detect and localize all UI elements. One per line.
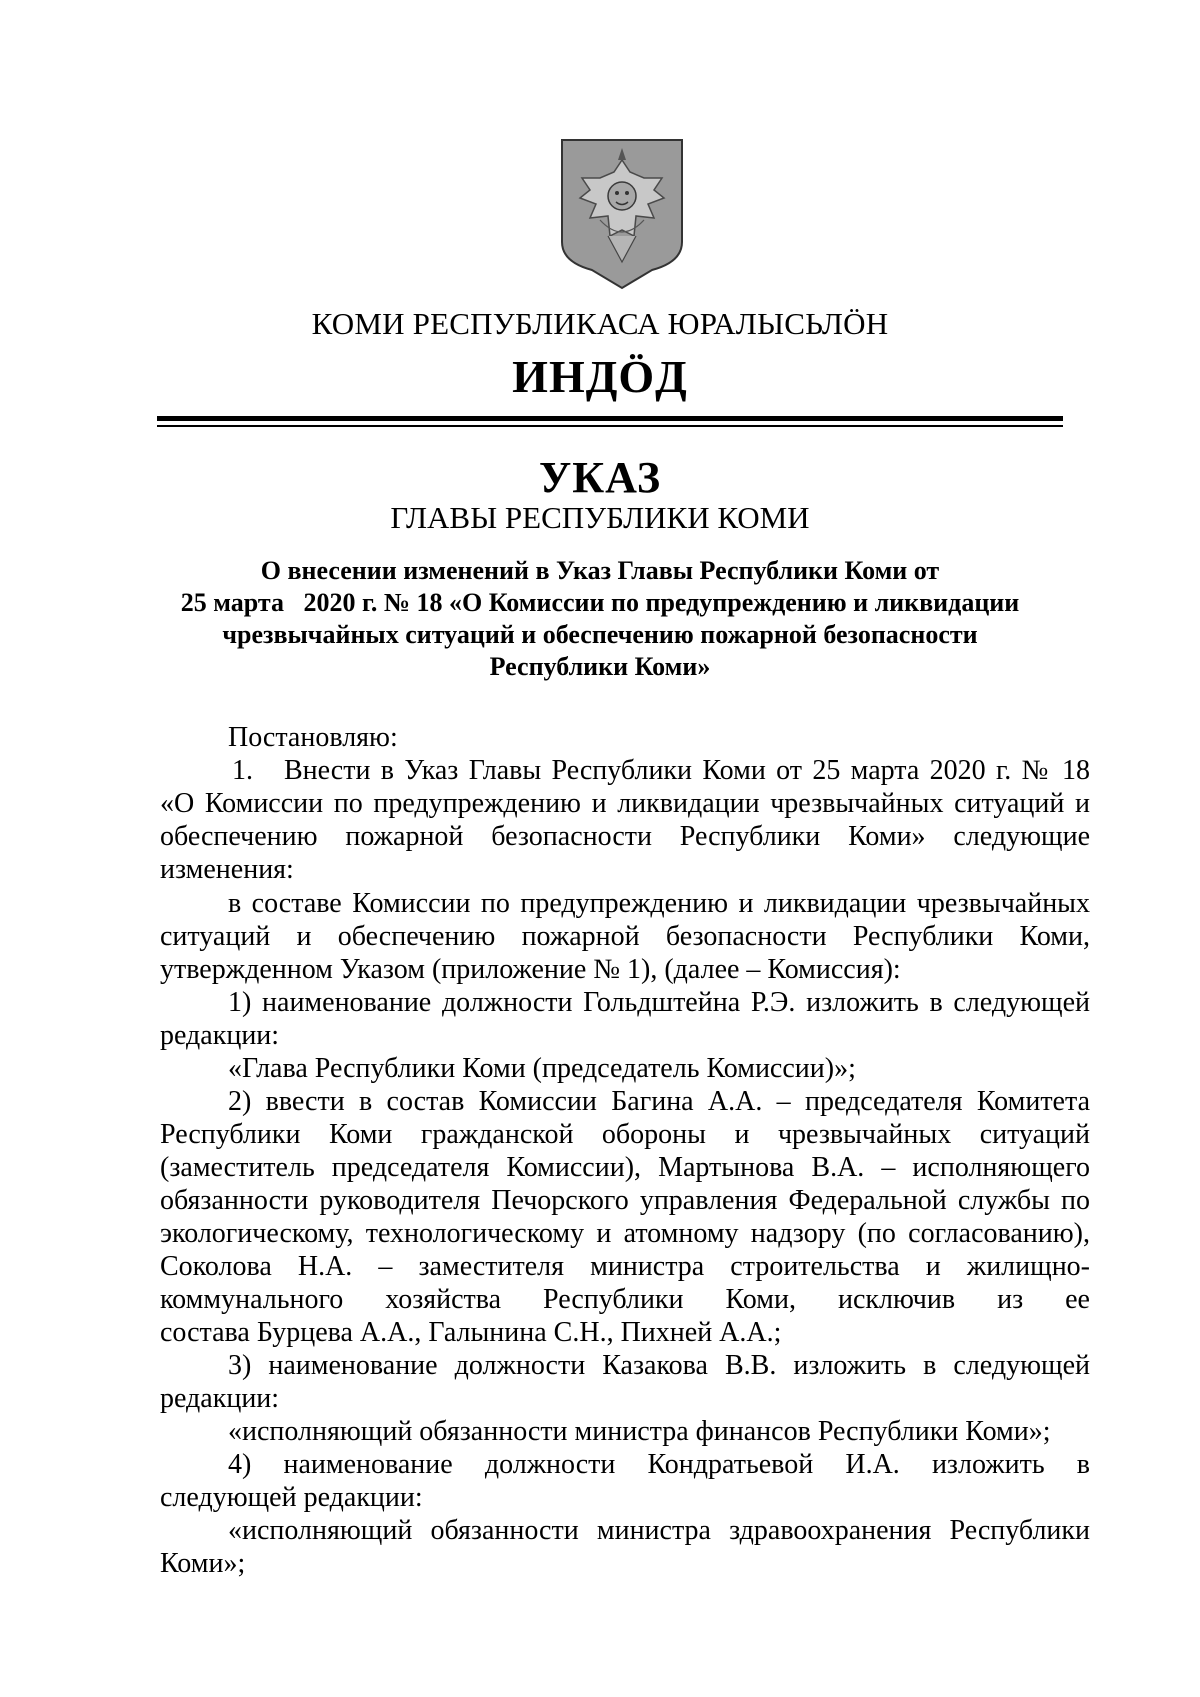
header-divider-thin (157, 425, 1063, 427)
subitem1-quote: «Глава Республики Коми (председатель Комиссии)»; (228, 1053, 856, 1084)
subitem2-line: Республики Коми гражданской обороны и чрезвычайных ситуаций (160, 1119, 1090, 1150)
item1-line: изменения: (160, 854, 294, 885)
composition-line: в составе Комиссии по предупреждению и ликвидации чрезвычайных (228, 888, 1090, 919)
header-doc-type-ru: УКАЗ (538, 453, 662, 502)
subitem4-line: следующей редакции: (160, 1482, 423, 1513)
subitem3-line: редакции: (160, 1383, 280, 1414)
header-issuer: ГЛАВЫ РЕСПУБЛИКИ КОМИ (390, 500, 810, 535)
subitem2-line: Соколова Н.А. – заместителя министра строительства и жилищно- (160, 1251, 1090, 1282)
subitem2-line: обязанности руководителя Печорского управления Федеральной службы по (160, 1185, 1090, 1216)
subitem2-line: 2) ввести в состав Комиссии Багина А.А. – председателя Комитета (228, 1086, 1090, 1117)
coat-of-arms-emblem (560, 138, 684, 290)
subitem4-line: 4) наименование должности Кондратьевой И.А. изложить в (228, 1449, 1090, 1480)
title-line: 25 марта 2020 г. № 18 «О Комиссии по предупреждению и ликвидации (180, 588, 1020, 617)
subitem2-line: экологическому, технологическому и атомному надзору (по согласованию), (160, 1218, 1090, 1249)
header-doc-type-komi: ИНДӦД (512, 351, 688, 402)
subitem4-quote: «исполняющий обязанности министра здравоохранения Республики (228, 1515, 1090, 1546)
subitem2-line: (заместитель председателя Комиссии), Мартынова В.А. – исполняющего (160, 1152, 1090, 1183)
subitem3-line: 3) наименование должности Казакова В.В. изложить в следующей (228, 1350, 1090, 1381)
title-line: О внесении изменений в Указ Главы Республики Коми от (260, 556, 940, 585)
subitem2-line: состава Бурцева А.А., Галынина С.Н., Пихней А.А.; (160, 1317, 782, 1348)
composition-line: ситуаций и обеспечению пожарной безопасности Республики Коми, (160, 921, 1090, 952)
item1-line: обеспечению пожарной безопасности Республики Коми» следующие (160, 821, 1090, 852)
composition-line: утвержденном Указом (приложение № 1), (далее – Комиссия): (160, 954, 901, 985)
subitem4-quote: Коми»; (160, 1548, 246, 1579)
item1-line: «О Комиссии по предупреждению и ликвидации чрезвычайных ситуаций и (160, 788, 1090, 819)
title-line: Республики Коми» (489, 652, 711, 681)
item1-line: Внести в Указ Главы Республики Коми от 25 марта 2020 г. № 18 (284, 755, 1090, 786)
header-org-line: КОМИ РЕСПУБЛИКАСА ЮРАЛЫСЬЛӦН (311, 306, 889, 341)
preamble: Постановляю: (228, 722, 398, 753)
title-line: чрезвычайных ситуаций и обеспечению пожарной безопасности (222, 620, 978, 649)
subitem2-line: коммунального хозяйства Республики Коми, исключив из ее (160, 1284, 1090, 1315)
subitem1-line: редакции: (160, 1020, 280, 1051)
subitem3-quote: «исполняющий обязанности министра финансов Республики Коми»; (228, 1416, 1051, 1447)
item-number: 1. (232, 755, 253, 786)
header-divider-thick (157, 416, 1063, 421)
subitem1-line: 1) наименование должности Гольдштейна Р.Э. изложить в следующей (228, 987, 1090, 1018)
